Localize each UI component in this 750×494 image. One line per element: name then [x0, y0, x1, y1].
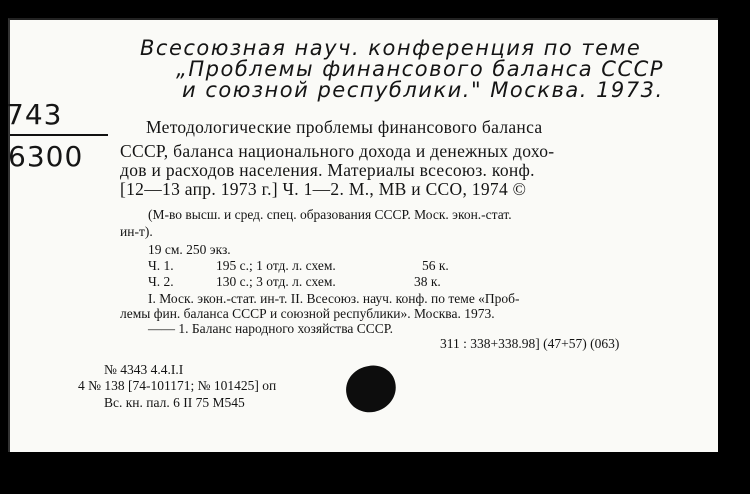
part-2-pages: 130 с.; 3 отд. л. схем.	[216, 274, 336, 289]
tracing-line-1: I. Моск. экон.-стат. ин-т. II. Всесоюз. науч. конф. по теме «Проб-	[148, 291, 520, 306]
tracing-line-3: —— 1. Баланс народного хозяйства СССР.	[148, 321, 393, 336]
code-divider	[10, 134, 108, 136]
part-1-label: Ч. 1.	[148, 258, 174, 273]
publisher-note-line-1: (М-во высш. и сред. спец. образования СССР. Моск. экон.-стат.	[148, 207, 512, 222]
handwritten-code-bottom: 6300	[8, 140, 84, 173]
record-line-3: Вс. кн. пал. 6 II 75 М545	[104, 395, 245, 410]
tracing-line-2: лемы фин. баланса СССР и союзной республики». Москва. 1973.	[120, 306, 495, 321]
handwritten-line-2: „Проблемы финансового баланса СССР	[176, 57, 664, 81]
title-line-4: [12—13 апр. 1973 г.] Ч. 1—2. М., МВ и ССО, 1974 ©	[120, 179, 527, 199]
part-2-label: Ч. 2.	[148, 274, 174, 289]
scan-border	[0, 452, 750, 494]
publisher-note-line-2: ин-т).	[120, 224, 153, 239]
classification-index: 311 : 338+338.98] (47+57) (063)	[440, 336, 620, 351]
title-line-1: Методологические проблемы финансового баланса	[146, 117, 543, 137]
title-line-2: СССР, баланса национального дохода и денежных дохо-	[120, 141, 555, 161]
record-line-2: 4 № 138 [74-101171; № 101425] оп	[78, 378, 277, 393]
record-number: № 4343 4.4.I.I	[104, 362, 184, 377]
handwritten-line-3: и союзной республики." Москва. 1973.	[182, 78, 664, 102]
part-2-price: 38 к.	[414, 274, 441, 289]
handwritten-line-1: Всесоюзная науч. конференция по теме	[140, 36, 642, 60]
part-1-price: 56 к.	[422, 258, 449, 273]
handwritten-code-top: 743	[6, 98, 63, 131]
title-line-3: дов и расходов населения. Материалы всесоюз. конф.	[120, 160, 535, 180]
part-1-pages: 195 с.; 1 отд. л. схем.	[216, 258, 336, 273]
physical-description: 19 см. 250 экз.	[148, 242, 231, 257]
